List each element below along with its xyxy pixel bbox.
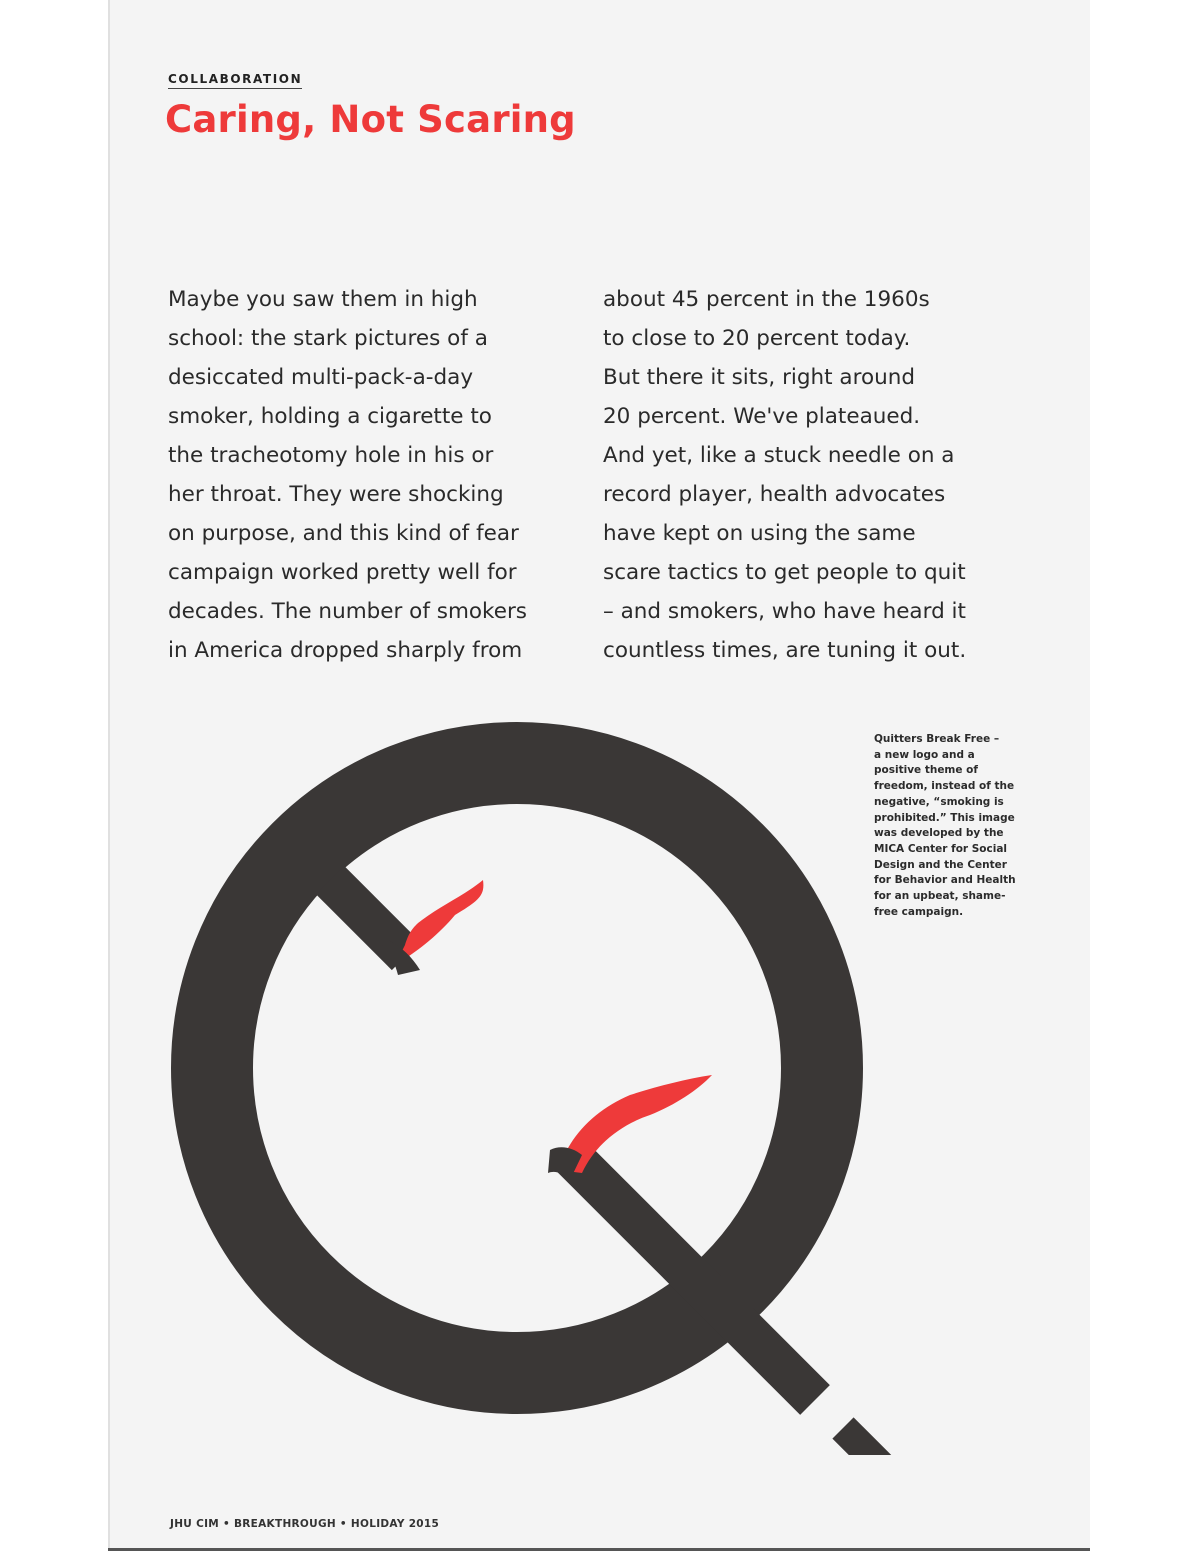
curl-lower xyxy=(558,1075,712,1173)
body-text-line: countless times, are tuning it out. xyxy=(603,638,967,663)
caption-line: freedom, instead of the xyxy=(874,780,1015,793)
caption-line: Quitters Break Free – xyxy=(874,733,1000,745)
body-text-line: about 45 percent in the 1960s xyxy=(603,287,930,312)
body-text-line: scare tactics to get people to quit xyxy=(603,560,966,585)
quitters-logo-icon xyxy=(150,695,910,1460)
caption-line: negative, “smoking is xyxy=(874,795,1004,808)
caption-line: was developed by the xyxy=(874,827,1004,840)
body-text-line: in America dropped sharply from xyxy=(168,638,523,663)
body-text-line: Maybe you saw them in high xyxy=(168,287,478,312)
body-text-line: record player, health advocates xyxy=(603,482,946,507)
caption-line: for Behavior and Health xyxy=(874,874,1016,887)
body-text-line: And yet, like a stuck needle on a xyxy=(603,443,955,468)
body-text-line: to close to 20 percent today. xyxy=(603,326,911,351)
body-column-left xyxy=(168,280,588,670)
caption-line: Design and the Center xyxy=(874,858,1007,871)
cigarette-filter xyxy=(843,1428,908,1455)
body-text-line: her throat. They were shocking xyxy=(168,482,504,507)
body-text-line: desiccated multi-pack-a-day xyxy=(168,365,474,390)
body-text-line: decades. The number of smokers xyxy=(168,599,527,624)
section-label: COLLABORATION xyxy=(168,72,302,89)
curl-upper xyxy=(395,880,483,965)
body-text-line: on purpose, and this kind of fear xyxy=(168,521,519,546)
body-text-line: campaign worked pretty well for xyxy=(168,560,517,585)
caption-line: prohibited.” This image xyxy=(874,811,1015,824)
caption-line: positive theme of xyxy=(874,764,978,777)
caption-line: a new logo and a xyxy=(874,748,975,761)
body-text-line: 20 percent. We've plateaued. xyxy=(603,404,921,429)
body-text-line: the tracheotomy hole in his or xyxy=(168,443,494,468)
body-text-line: smoker, holding a cigarette to xyxy=(168,404,492,429)
page-footer: JHU CIM • BREAKTHROUGH • HOLIDAY 2015 xyxy=(170,1518,440,1530)
body-column-right xyxy=(603,280,1023,670)
body-text-line: But there it sits, right around xyxy=(603,365,916,390)
image-caption xyxy=(874,732,1024,920)
caption-line: free campaign. xyxy=(874,905,964,918)
body-text-line: have kept on using the same xyxy=(603,521,916,546)
headline: Caring, Not Scaring xyxy=(165,98,576,141)
body-text-line: – and smokers, who have heard it xyxy=(603,599,966,624)
caption-line: MICA Center for Social xyxy=(874,842,1008,855)
caption-line: for an upbeat, shame- xyxy=(874,890,1006,903)
page-edge xyxy=(108,0,110,1548)
body-text-line: school: the stark pictures of a xyxy=(168,326,488,351)
q-ring xyxy=(212,763,822,1373)
